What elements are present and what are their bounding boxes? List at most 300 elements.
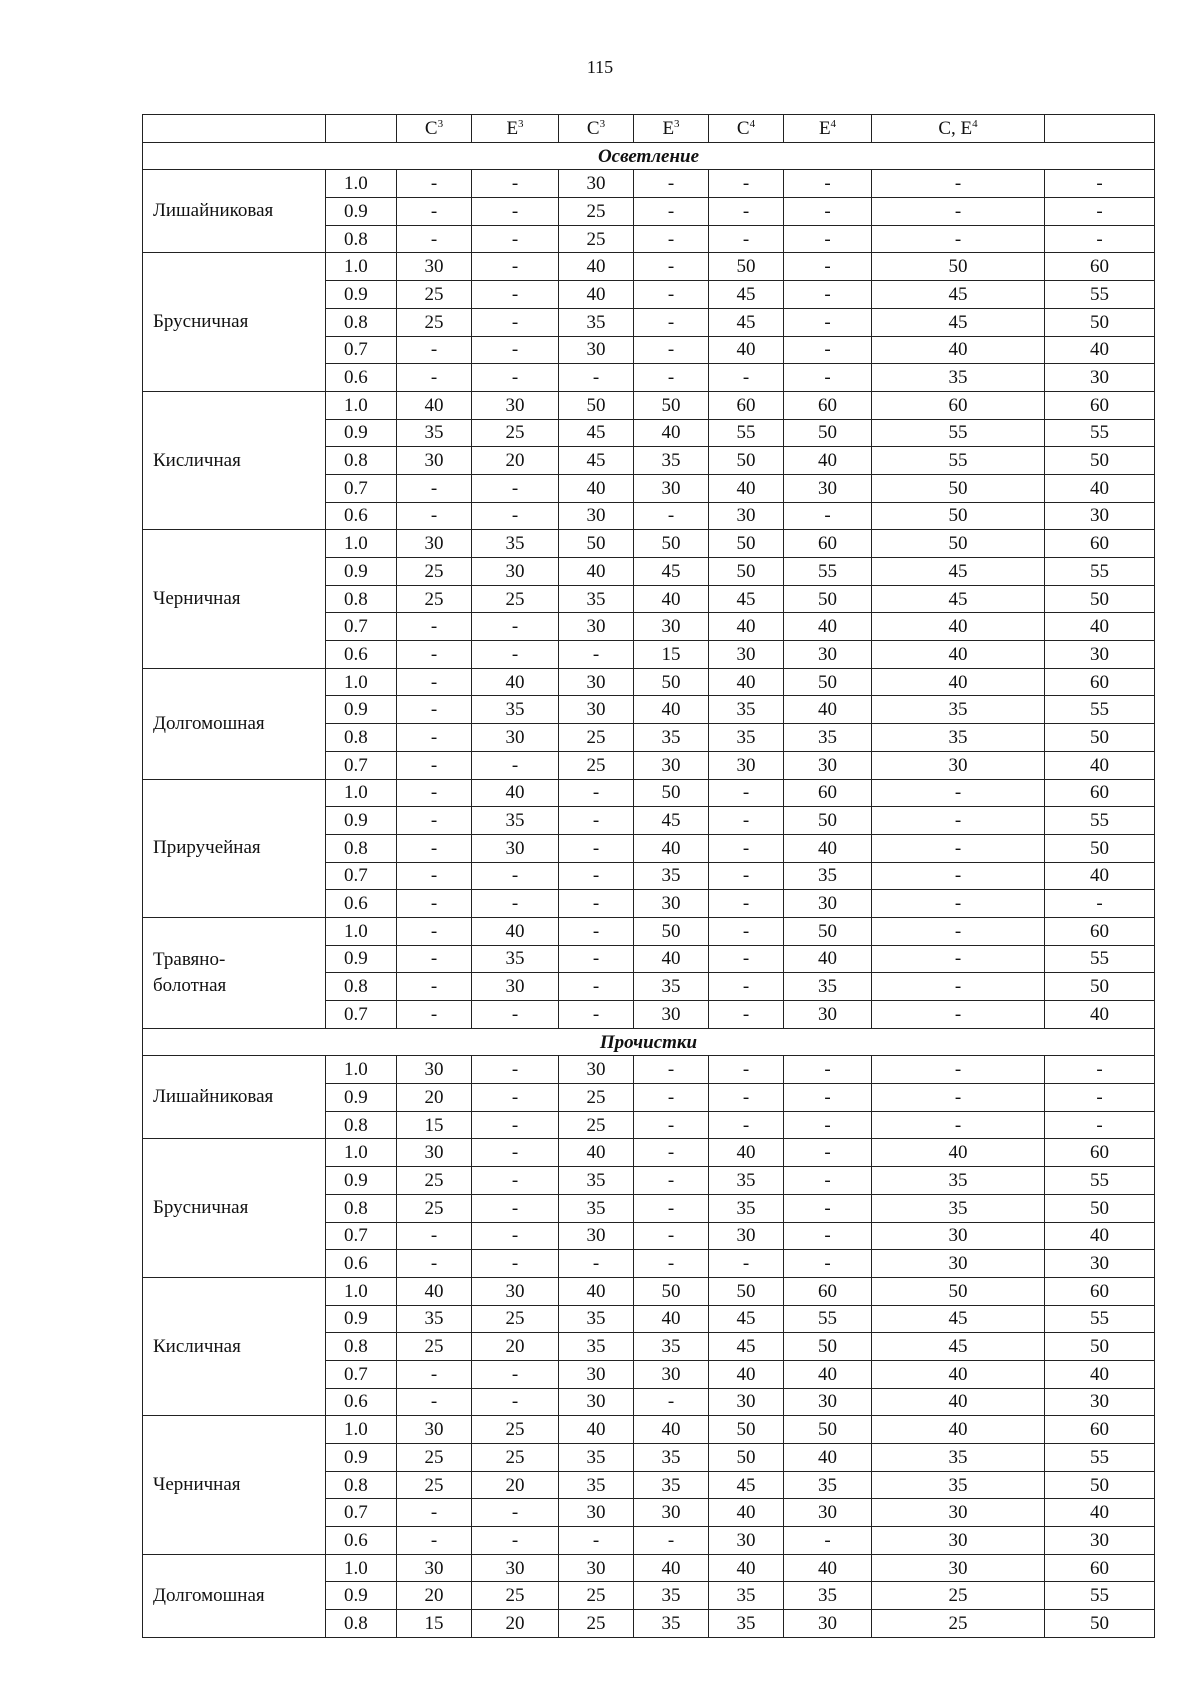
value-cell: 35	[784, 1471, 872, 1499]
density-cell: 0.9	[326, 281, 397, 309]
value-cell: 35	[634, 1333, 709, 1361]
value-cell: 30	[709, 751, 784, 779]
density-cell: 0.6	[326, 502, 397, 530]
value-cell: -	[397, 1360, 472, 1388]
value-cell: 55	[1045, 1444, 1155, 1472]
value-cell: 50	[784, 917, 872, 945]
value-cell: 30	[634, 474, 709, 502]
value-cell: -	[472, 1056, 559, 1084]
value-cell: -	[1045, 890, 1155, 918]
value-cell: 40	[472, 668, 559, 696]
value-cell: 35	[634, 973, 709, 1001]
density-cell: 1.0	[326, 1554, 397, 1582]
value-cell: -	[709, 862, 784, 890]
density-cell: 0.7	[326, 751, 397, 779]
value-cell: 25	[397, 1333, 472, 1361]
value-cell: -	[784, 1222, 872, 1250]
value-cell: 30	[784, 751, 872, 779]
value-cell: 30	[472, 391, 559, 419]
value-cell: -	[709, 170, 784, 198]
value-cell: -	[872, 1056, 1045, 1084]
value-cell: 40	[1045, 751, 1155, 779]
forest-type-label: Черничная	[143, 1416, 326, 1554]
value-cell: -	[784, 364, 872, 392]
value-cell: 60	[1045, 253, 1155, 281]
value-cell: 35	[559, 1305, 634, 1333]
value-cell: 35	[559, 308, 634, 336]
value-cell: 25	[559, 751, 634, 779]
value-cell: -	[784, 1167, 872, 1195]
value-cell: 25	[397, 585, 472, 613]
value-cell: 30	[559, 696, 634, 724]
value-cell: 35	[472, 807, 559, 835]
value-cell: 30	[472, 1554, 559, 1582]
density-cell: 0.6	[326, 364, 397, 392]
value-cell: 50	[634, 530, 709, 558]
value-cell: -	[397, 198, 472, 226]
value-cell: -	[784, 308, 872, 336]
value-cell: 60	[1045, 1416, 1155, 1444]
value-cell: -	[784, 1194, 872, 1222]
value-cell: 40	[472, 917, 559, 945]
value-cell: 40	[784, 613, 872, 641]
density-cell: 0.9	[326, 419, 397, 447]
value-cell: 45	[872, 585, 1045, 613]
value-cell: 30	[784, 890, 872, 918]
value-cell: -	[784, 1056, 872, 1084]
value-cell: 50	[1045, 1194, 1155, 1222]
value-cell: -	[472, 1360, 559, 1388]
value-cell: 55	[709, 419, 784, 447]
value-cell: 30	[397, 1139, 472, 1167]
value-cell: -	[472, 1222, 559, 1250]
value-cell: -	[872, 779, 1045, 807]
value-cell: 55	[1045, 1305, 1155, 1333]
value-cell: 35	[784, 724, 872, 752]
value-cell: 60	[1045, 779, 1155, 807]
value-cell: 20	[472, 1333, 559, 1361]
value-cell: 40	[1045, 613, 1155, 641]
value-cell: -	[472, 1250, 559, 1278]
table-row	[143, 1056, 1155, 1084]
forest-type-label: Черничная	[143, 530, 326, 668]
value-cell: 60	[1045, 1139, 1155, 1167]
value-cell: 30	[559, 1388, 634, 1416]
value-cell: 60	[1045, 1554, 1155, 1582]
header-cell	[634, 115, 709, 143]
value-cell: 50	[1045, 585, 1155, 613]
value-cell: -	[634, 1139, 709, 1167]
header-superscript: 3	[518, 117, 524, 130]
value-cell: -	[872, 917, 1045, 945]
value-cell: -	[784, 1527, 872, 1555]
value-cell: -	[472, 613, 559, 641]
value-cell: 50	[634, 917, 709, 945]
value-cell: -	[872, 834, 1045, 862]
table-row	[143, 391, 1155, 419]
density-cell: 0.8	[326, 447, 397, 475]
header-label: C	[586, 117, 600, 139]
value-cell: 50	[634, 668, 709, 696]
value-cell: 30	[559, 1056, 634, 1084]
value-cell: 25	[397, 1471, 472, 1499]
value-cell: 25	[397, 308, 472, 336]
value-cell: 50	[1045, 1471, 1155, 1499]
value-cell: 50	[634, 1277, 709, 1305]
value-cell: 35	[872, 1471, 1045, 1499]
header-cell	[872, 115, 1045, 143]
value-cell: 30	[397, 253, 472, 281]
value-cell: 40	[784, 1360, 872, 1388]
value-cell: 40	[872, 1139, 1045, 1167]
value-cell: -	[472, 170, 559, 198]
value-cell: 40	[872, 1388, 1045, 1416]
value-cell: -	[634, 1084, 709, 1112]
value-cell: -	[709, 1001, 784, 1029]
value-cell: 50	[559, 530, 634, 558]
value-cell: 25	[559, 1582, 634, 1610]
value-cell: 30	[872, 1250, 1045, 1278]
value-cell: 30	[1045, 641, 1155, 669]
value-cell: 40	[872, 668, 1045, 696]
value-cell: 50	[1045, 834, 1155, 862]
value-cell: -	[709, 779, 784, 807]
forest-type-label: Лишайниковая	[143, 170, 326, 253]
density-cell: 0.8	[326, 1333, 397, 1361]
forest-type-label: Долгомошная	[143, 1554, 326, 1637]
value-cell: 40	[559, 281, 634, 309]
value-cell: 30	[397, 1554, 472, 1582]
value-cell: 35	[472, 696, 559, 724]
table-row	[143, 1277, 1155, 1305]
section-title: Прочистки	[143, 1028, 1155, 1056]
value-cell: -	[397, 336, 472, 364]
value-cell: 50	[872, 502, 1045, 530]
value-cell: 25	[559, 1610, 634, 1638]
value-cell: -	[634, 198, 709, 226]
value-cell: 35	[559, 1333, 634, 1361]
value-cell: 30	[709, 641, 784, 669]
value-cell: -	[634, 225, 709, 253]
value-cell: -	[872, 973, 1045, 1001]
value-cell: 30	[397, 447, 472, 475]
value-cell: -	[559, 364, 634, 392]
value-cell: -	[709, 945, 784, 973]
table-row	[143, 779, 1155, 807]
value-cell: -	[709, 364, 784, 392]
value-cell: 35	[634, 862, 709, 890]
density-cell: 0.7	[326, 1499, 397, 1527]
value-cell: 20	[472, 447, 559, 475]
value-cell: 40	[1045, 1360, 1155, 1388]
value-cell: -	[472, 1001, 559, 1029]
value-cell: 45	[872, 1305, 1045, 1333]
value-cell: 35	[784, 862, 872, 890]
value-cell: -	[397, 1222, 472, 1250]
value-cell: 40	[784, 1554, 872, 1582]
value-cell: 35	[709, 1194, 784, 1222]
value-cell: 40	[872, 1360, 1045, 1388]
value-cell: 35	[872, 1167, 1045, 1195]
value-cell: 25	[559, 225, 634, 253]
density-cell: 0.8	[326, 1471, 397, 1499]
density-cell: 1.0	[326, 779, 397, 807]
value-cell: 55	[1045, 945, 1155, 973]
value-cell: 35	[784, 1582, 872, 1610]
value-cell: 30	[784, 641, 872, 669]
density-cell: 0.7	[326, 1360, 397, 1388]
value-cell: 25	[872, 1610, 1045, 1638]
value-cell: 40	[634, 585, 709, 613]
value-cell: 35	[559, 585, 634, 613]
section-title: Осветление	[143, 142, 1155, 170]
value-cell: -	[472, 862, 559, 890]
density-cell: 0.8	[326, 1194, 397, 1222]
value-cell: 45	[709, 585, 784, 613]
value-cell: 35	[872, 364, 1045, 392]
value-cell: 35	[709, 1167, 784, 1195]
value-cell: 60	[784, 530, 872, 558]
value-cell: 50	[1045, 447, 1155, 475]
value-cell: 25	[559, 1084, 634, 1112]
value-cell: 50	[1045, 724, 1155, 752]
value-cell: 40	[634, 1554, 709, 1582]
table-row	[143, 1139, 1155, 1167]
value-cell: 40	[472, 779, 559, 807]
value-cell: 50	[1045, 973, 1155, 1001]
density-cell: 0.9	[326, 696, 397, 724]
value-cell: 25	[397, 558, 472, 586]
value-cell: -	[472, 1527, 559, 1555]
density-cell: 0.7	[326, 1222, 397, 1250]
value-cell: 40	[559, 1416, 634, 1444]
header-cell	[559, 115, 634, 143]
value-cell: 25	[559, 198, 634, 226]
table-row	[143, 253, 1155, 281]
value-cell: 20	[397, 1582, 472, 1610]
value-cell: -	[559, 917, 634, 945]
table-row	[143, 170, 1155, 198]
density-cell: 0.8	[326, 834, 397, 862]
value-cell: 40	[784, 945, 872, 973]
value-cell: 50	[872, 530, 1045, 558]
value-cell: -	[709, 807, 784, 835]
value-cell: 35	[559, 1471, 634, 1499]
header-label: C	[424, 117, 438, 139]
value-cell: -	[472, 308, 559, 336]
value-cell: 25	[559, 724, 634, 752]
value-cell: -	[872, 198, 1045, 226]
value-cell: 25	[472, 419, 559, 447]
value-cell: -	[397, 364, 472, 392]
value-cell: 35	[559, 1444, 634, 1472]
value-cell: 25	[397, 1194, 472, 1222]
value-cell: -	[472, 1194, 559, 1222]
value-cell: -	[634, 308, 709, 336]
value-cell: -	[472, 364, 559, 392]
value-cell: 50	[709, 253, 784, 281]
density-cell: 0.9	[326, 198, 397, 226]
value-cell: -	[559, 973, 634, 1001]
value-cell: -	[397, 917, 472, 945]
value-cell: -	[634, 1194, 709, 1222]
value-cell: 40	[1045, 474, 1155, 502]
value-cell: -	[472, 1139, 559, 1167]
value-cell: 35	[397, 1305, 472, 1333]
value-cell: 15	[397, 1610, 472, 1638]
header-cell	[143, 115, 326, 143]
value-cell: -	[397, 1527, 472, 1555]
value-cell: -	[872, 170, 1045, 198]
value-cell: 40	[709, 1360, 784, 1388]
value-cell: -	[872, 1001, 1045, 1029]
value-cell: -	[472, 1111, 559, 1139]
value-cell: 35	[872, 696, 1045, 724]
value-cell: 30	[709, 1527, 784, 1555]
value-cell: -	[784, 225, 872, 253]
section-row	[143, 142, 1155, 170]
value-cell: 55	[872, 447, 1045, 475]
value-cell: 35	[709, 1610, 784, 1638]
value-cell: 30	[559, 613, 634, 641]
value-cell: 15	[397, 1111, 472, 1139]
header-label: C, E	[938, 117, 973, 139]
value-cell: -	[397, 1250, 472, 1278]
value-cell: -	[1045, 198, 1155, 226]
value-cell: -	[634, 1222, 709, 1250]
value-cell: 30	[634, 1001, 709, 1029]
value-cell: 30	[872, 1527, 1045, 1555]
value-cell: 55	[1045, 558, 1155, 586]
value-cell: -	[397, 724, 472, 752]
value-cell: 50	[784, 1416, 872, 1444]
value-cell: -	[634, 1056, 709, 1084]
value-cell: 60	[1045, 391, 1155, 419]
value-cell: -	[397, 807, 472, 835]
value-cell: 45	[872, 558, 1045, 586]
density-cell: 1.0	[326, 530, 397, 558]
value-cell: 50	[634, 779, 709, 807]
value-cell: 35	[872, 1444, 1045, 1472]
value-cell: -	[559, 1001, 634, 1029]
table-row	[143, 530, 1155, 558]
value-cell: -	[709, 1111, 784, 1139]
value-cell: 25	[559, 1111, 634, 1139]
density-cell: 0.7	[326, 1001, 397, 1029]
value-cell: 55	[784, 1305, 872, 1333]
value-cell: 45	[709, 308, 784, 336]
value-cell: 30	[709, 502, 784, 530]
forest-type-label: Травяно- болотная	[143, 917, 326, 1028]
value-cell: 40	[1045, 1001, 1155, 1029]
value-cell: 25	[472, 1582, 559, 1610]
value-cell: -	[472, 281, 559, 309]
value-cell: 45	[709, 1471, 784, 1499]
value-cell: 55	[872, 419, 1045, 447]
value-cell: 45	[634, 558, 709, 586]
value-cell: -	[397, 862, 472, 890]
value-cell: 40	[872, 336, 1045, 364]
value-cell: 30	[1045, 364, 1155, 392]
value-cell: -	[784, 253, 872, 281]
density-cell: 0.8	[326, 724, 397, 752]
value-cell: 50	[784, 807, 872, 835]
value-cell: 30	[634, 890, 709, 918]
value-cell: 55	[784, 558, 872, 586]
value-cell: -	[872, 225, 1045, 253]
density-cell: 0.9	[326, 945, 397, 973]
value-cell: 35	[709, 724, 784, 752]
value-cell: -	[472, 502, 559, 530]
value-cell: 30	[784, 474, 872, 502]
value-cell: 30	[472, 834, 559, 862]
value-cell: 30	[872, 1499, 1045, 1527]
value-cell: 50	[559, 391, 634, 419]
value-cell: -	[872, 807, 1045, 835]
value-cell: -	[634, 1388, 709, 1416]
value-cell: -	[634, 364, 709, 392]
value-cell: -	[872, 890, 1045, 918]
value-cell: 50	[784, 1333, 872, 1361]
header-superscript: 3	[437, 117, 444, 130]
value-cell: 30	[1045, 1527, 1155, 1555]
section-row	[143, 1028, 1155, 1056]
density-cell: 0.7	[326, 613, 397, 641]
value-cell: -	[634, 281, 709, 309]
header-label: E	[662, 117, 675, 139]
value-cell: 15	[634, 641, 709, 669]
value-cell: -	[472, 474, 559, 502]
value-cell: -	[784, 281, 872, 309]
value-cell: 60	[784, 391, 872, 419]
value-cell: 30	[397, 1416, 472, 1444]
value-cell: 60	[1045, 668, 1155, 696]
value-cell: 45	[559, 447, 634, 475]
density-cell: 0.8	[326, 1111, 397, 1139]
density-cell: 0.8	[326, 1610, 397, 1638]
value-cell: -	[559, 834, 634, 862]
value-cell: -	[397, 170, 472, 198]
value-cell: 25	[397, 1444, 472, 1472]
value-cell: -	[559, 862, 634, 890]
value-cell: 30	[634, 613, 709, 641]
value-cell: -	[559, 1527, 634, 1555]
value-cell: 30	[709, 1222, 784, 1250]
value-cell: 25	[472, 585, 559, 613]
value-cell: 40	[709, 1139, 784, 1167]
value-cell: 50	[709, 1416, 784, 1444]
header-cell	[784, 115, 872, 143]
value-cell: 35	[559, 1167, 634, 1195]
value-cell: -	[784, 170, 872, 198]
value-cell: 60	[1045, 1277, 1155, 1305]
value-cell: -	[397, 474, 472, 502]
value-cell: -	[397, 502, 472, 530]
value-cell: -	[397, 779, 472, 807]
value-cell: 40	[559, 253, 634, 281]
value-cell: 30	[784, 1610, 872, 1638]
value-cell: 40	[872, 613, 1045, 641]
density-cell: 1.0	[326, 1139, 397, 1167]
value-cell: -	[397, 225, 472, 253]
density-cell: 0.7	[326, 474, 397, 502]
value-cell: 30	[784, 1001, 872, 1029]
value-cell: 30	[559, 1222, 634, 1250]
value-cell: 50	[709, 1277, 784, 1305]
value-cell: 50	[1045, 308, 1155, 336]
header-cell	[1045, 115, 1155, 143]
value-cell: 30	[397, 1056, 472, 1084]
